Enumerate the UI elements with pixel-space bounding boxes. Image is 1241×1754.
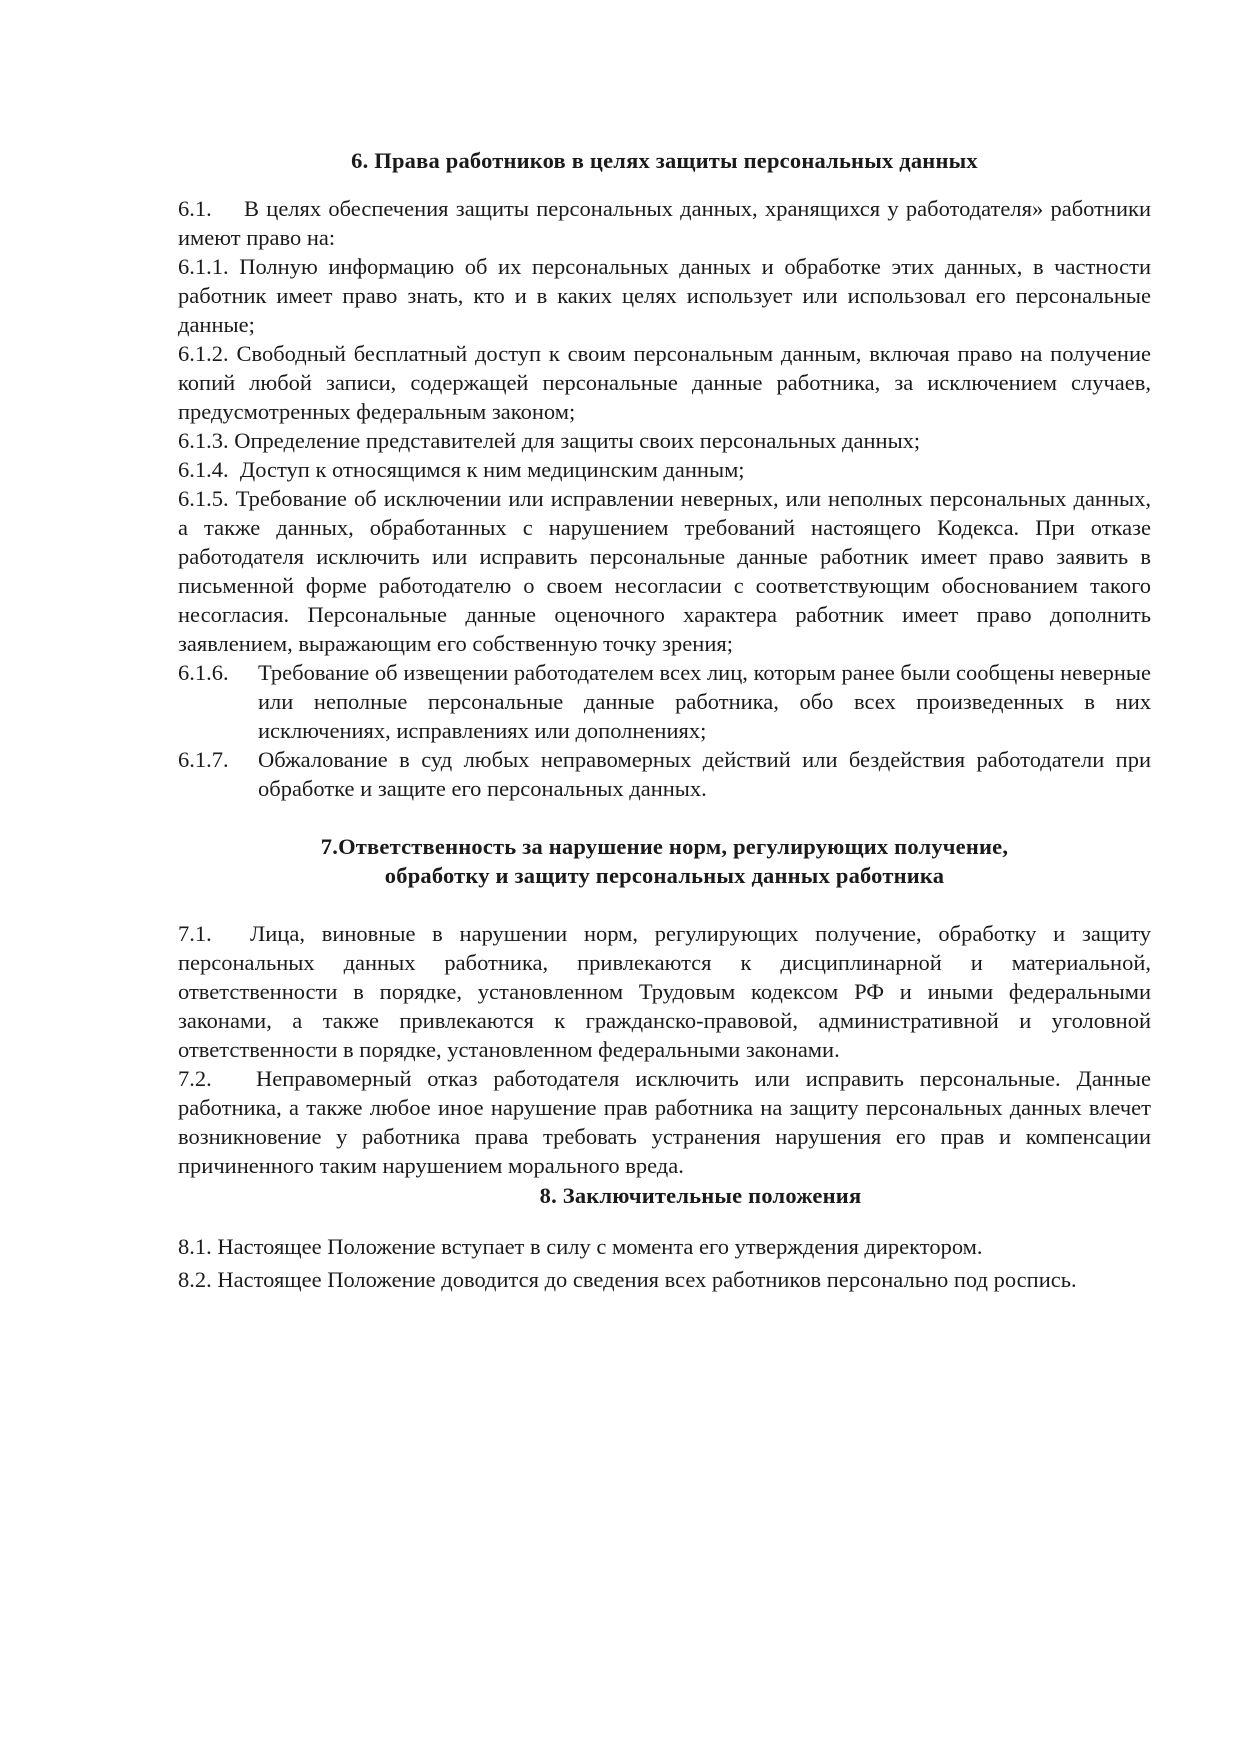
clause-text: В целях обеспечения защиты персональных данных, хранящихся у работодателя» работники имеют право на: — [178, 196, 1151, 250]
clause-6-1-4 — [178, 455, 1151, 484]
clause-8-1 — [178, 1232, 1151, 1261]
clause-text: Полную информацию об их персональных данных и обработке этих данных, в частности работник имеет право знать, кто и в каких целях использует или использовал его персональные данные; — [178, 254, 1152, 337]
clause-number: 6.1.6. — [178, 660, 229, 685]
clause-number: 6.1.3. — [178, 428, 229, 453]
clause-6-1-1 — [178, 252, 1151, 339]
clause-number: 6.1.1. — [178, 254, 229, 279]
section-7-title-line-2: обработку и защиту персональных данных работника — [384, 863, 945, 888]
clause-text: Лица, виновные в нарушении норм, регулирующих получение, обработку и защиту персональных данных работника, привлекаются к дисциплинарной и материальной, ответственности в порядке, установленном Трудовым кодексом РФ и иными федеральными законами, а также привлекаются к гражданско-правовой, административной и уголовной ответственности в порядке, установленном федеральными законами. — [178, 921, 1151, 1062]
clause-text: Неправомерный отказ работодателя исключить или исправить персональные. Данные работника, а также любое иное нарушение прав работника на защиту персональных данных влечет возникновение у работника права требовать устранения нарушения его прав и компенсации причиненного таким нарушением морального вреда. — [178, 1066, 1151, 1178]
clause-text: Доступ к относящимся к ним медицинским данным; — [239, 457, 745, 482]
section-7-title — [178, 832, 1151, 890]
clause-text: Требование об извещении работодателем всех лиц, которым ранее были сообщены неверные или неполные персональные данные работника, обо всех произведенных в них исключениях, исправлениях или дополнениях; — [258, 660, 1151, 743]
clause-text: Обжалование в суд любых неправомерных действий или бездействия работодатели при обработке и защите его персональных данных. — [258, 747, 1151, 801]
clause-6-1-3 — [178, 426, 1151, 455]
clause-number: 8.1. — [178, 1234, 212, 1259]
clause-8-2 — [178, 1265, 1151, 1294]
section-6-title: 6. Права работников в целях защиты персональных данных — [351, 148, 978, 173]
clause-text: Определение представителей для защиты своих персональных данных; — [234, 428, 921, 453]
document-page — [178, 146, 1151, 1294]
clause-6-1-7 — [178, 745, 1151, 803]
clause-6-1-2 — [178, 339, 1151, 426]
clause-number: 7.1. — [178, 921, 212, 946]
section-8-title: 8. Заключительные положения — [539, 1183, 862, 1208]
section-7-title-line-1: 7.Ответственность за нарушение норм, регулирующих получение, — [320, 834, 1009, 859]
clause-number: 6.1.5. — [178, 486, 229, 511]
clause-7-1 — [178, 919, 1151, 1064]
clause-text: Настоящее Положение вступает в силу с момента его утверждения директором. — [217, 1234, 983, 1259]
clause-text: Свободный бесплатный доступ к своим персональным данным, включая право на получение копий любой записи, содержащей персональные данные работника, за исключением случаев, предусмотренных федеральным законом; — [178, 341, 1152, 424]
clause-text: Требование об исключении или исправлении неверных, или неполных персональных данных, а также данных, обработанных с нарушением требований настоящего Кодекса. При отказе работодателя исключить или исправить персональные данные работник имеет право заявить в письменной форме работодателю о своем несогласии с соответствующим обоснованием такого несогласия. Персональные данные оценочного характера работник имеет право дополнить заявлением, выражающим его собственную точку зрения; — [178, 486, 1151, 656]
clause-number: 7.2. — [178, 1066, 212, 1091]
clause-number: 6.1.7. — [178, 747, 229, 772]
clause-text: Настоящее Положение доводится до сведения всех работников персонально под роспись. — [217, 1267, 1077, 1292]
clause-number: 6.1. — [178, 196, 212, 221]
clause-6-1-6 — [178, 658, 1151, 745]
clause-6-1-5 — [178, 484, 1151, 658]
clause-number: 8.2. — [178, 1267, 212, 1292]
clause-number: 6.1.2. — [178, 341, 229, 366]
clause-6-1 — [178, 194, 1151, 252]
clause-number: 6.1.4. — [178, 457, 229, 482]
clause-7-2 — [178, 1064, 1151, 1180]
